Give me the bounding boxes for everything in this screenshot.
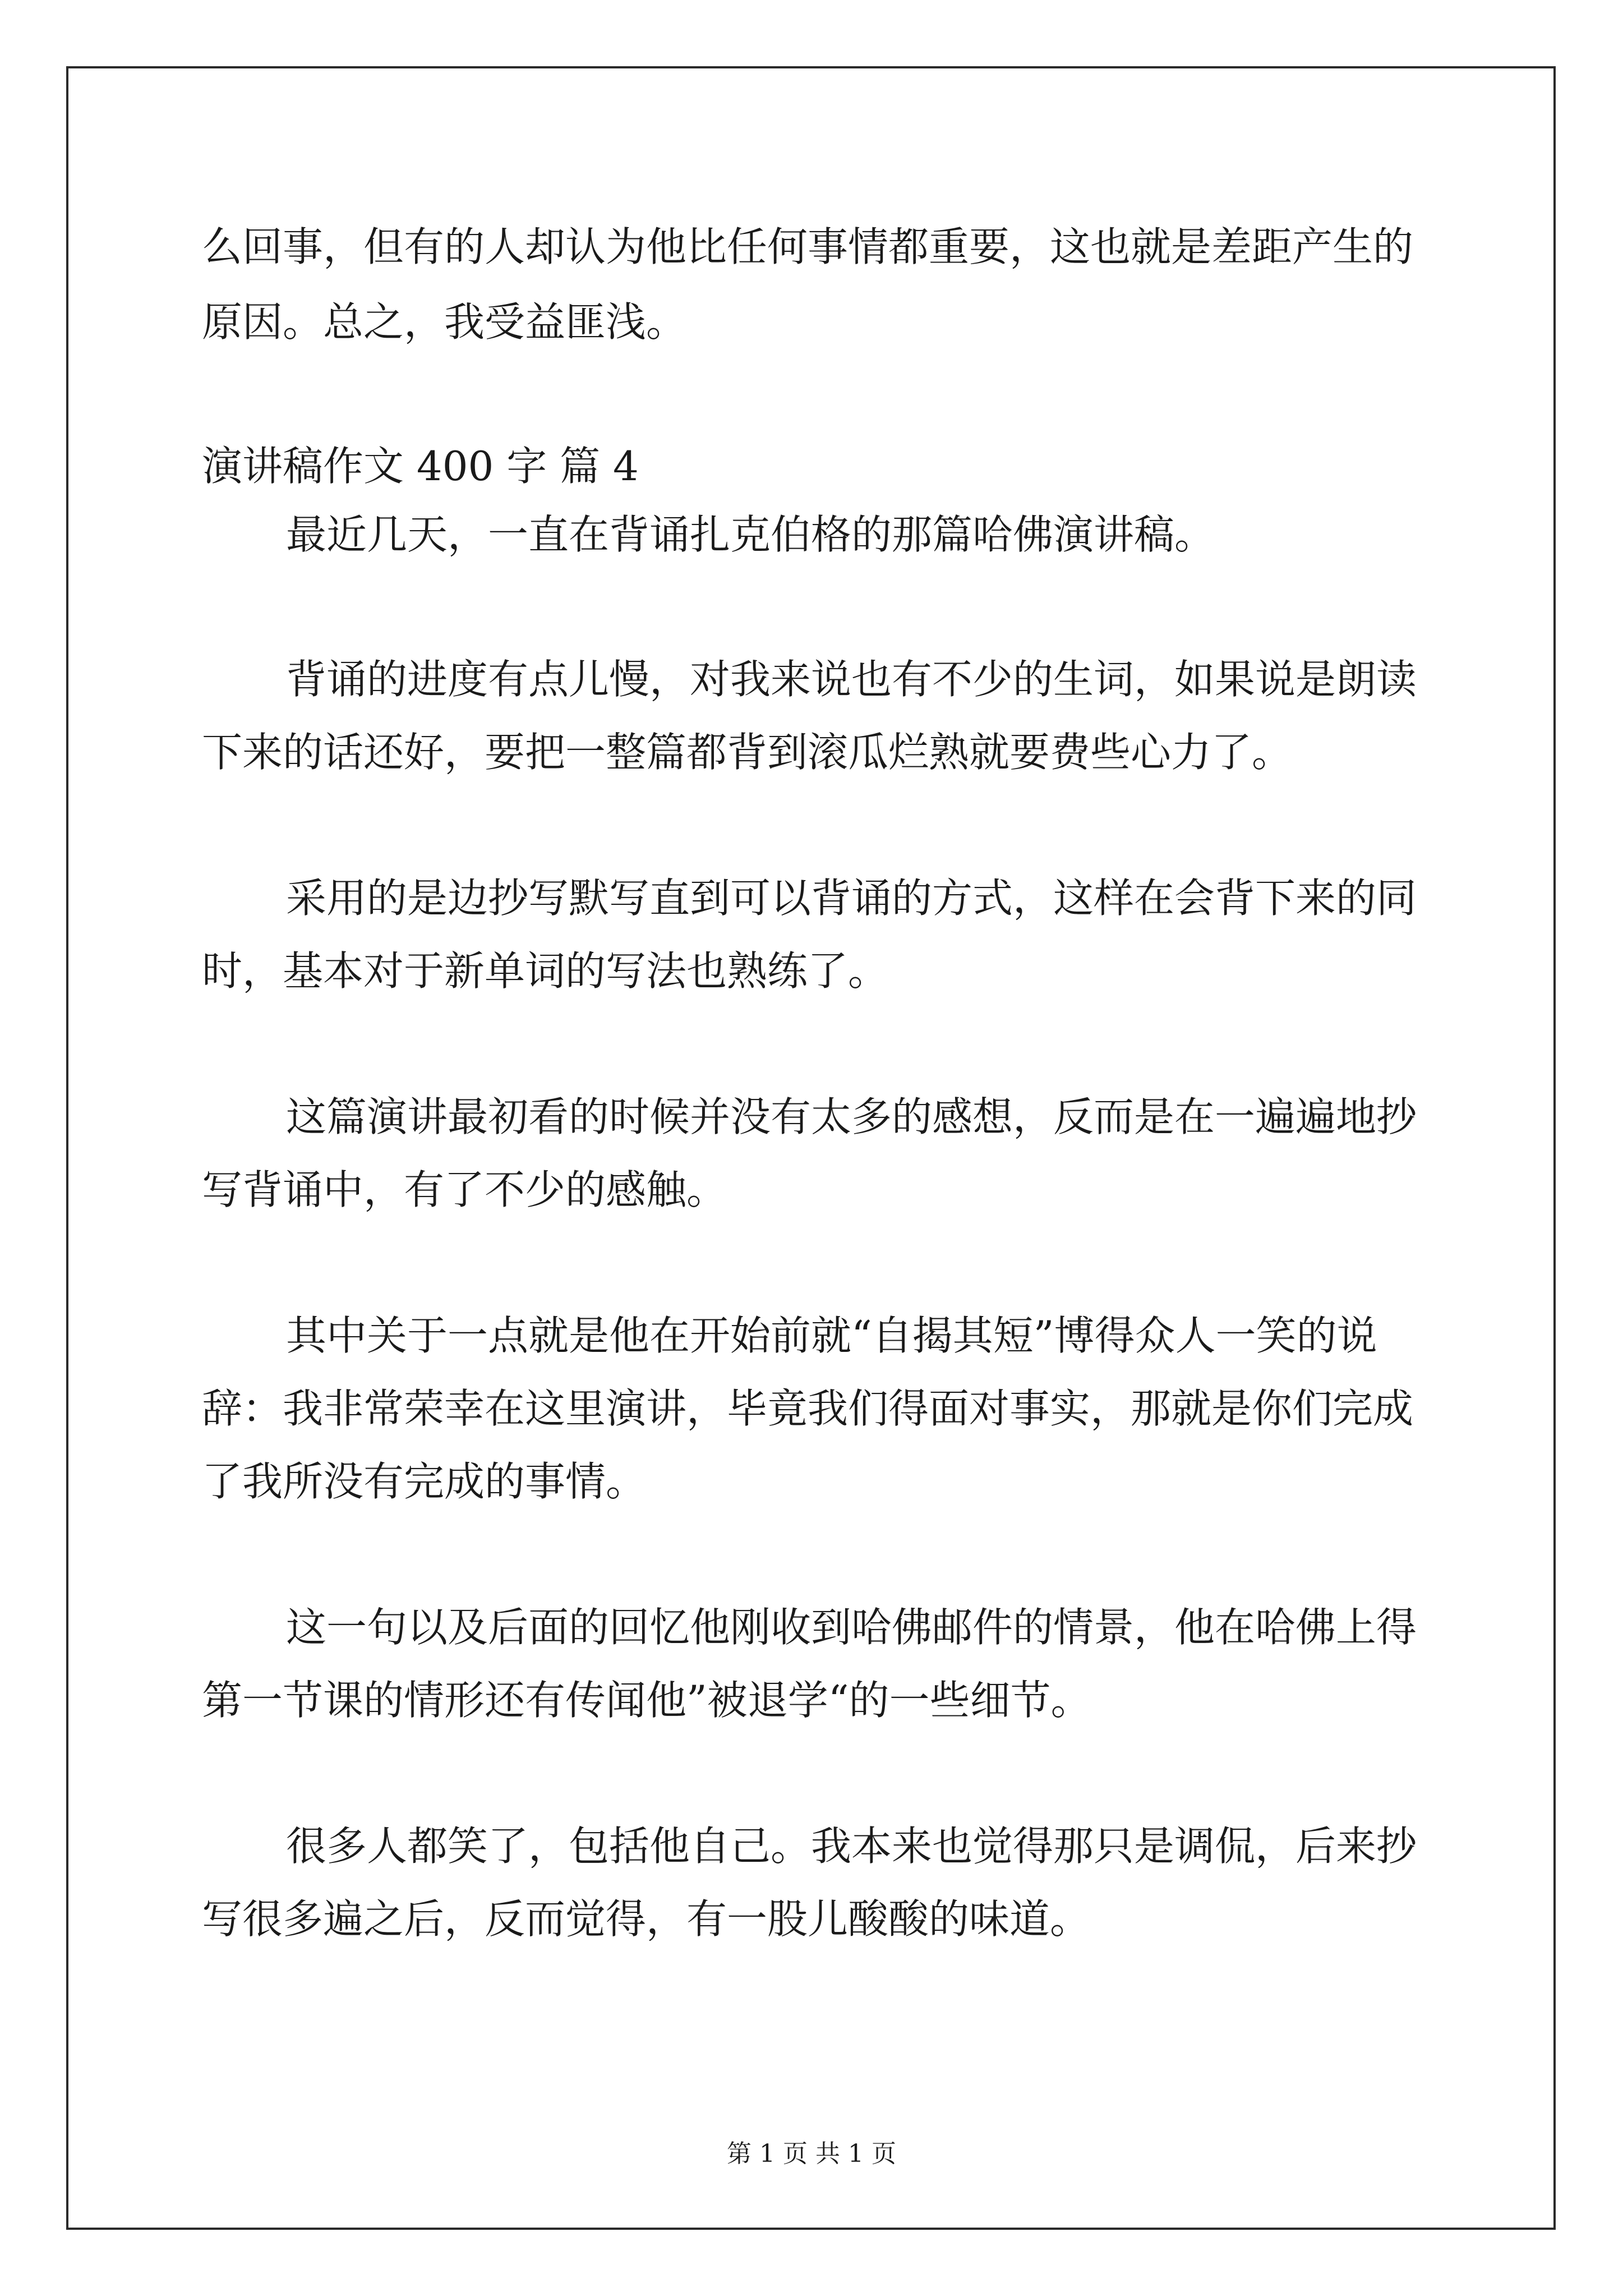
text-line: 这一句以及后面的回忆他刚收到哈佛邮件的情景，他在哈佛上得 [286,1604,1417,1651]
page-footer: 第 1 页 共 1 页 [727,2139,896,2168]
text-line: 下来的话还好，要把一整篇都背到滚瓜烂熟就要费些心力了。 [202,729,1293,776]
text-line: 原因。总之，我受益匪浅。 [202,298,687,346]
text-line: 第一节课的情形还有传闻他”被退学“的一些细节。 [202,1677,1091,1724]
text-line: 这篇演讲最初看的时候并没有太多的感想，反而是在一遍遍地抄 [286,1093,1417,1140]
text-line: 很多人都笑了，包括他自己。我本来也觉得那只是调侃，后来抄 [286,1823,1417,1870]
text-line: 了我所没有完成的事情。 [202,1458,647,1505]
text-line: 其中关于一点就是他在开始前就“自揭其短”博得众人一笑的说 [286,1312,1377,1359]
text-line: 时，基本对于新单词的写法也熟练了。 [202,947,889,995]
text-line: 写很多遍之后，反而觉得，有一股儿酸酸的味道。 [202,1895,1091,1943]
text-line: 最近几天，一直在背诵扎克伯格的那篇哈佛演讲稿。 [286,511,1215,558]
text-line: 写背诵中，有了不少的感触。 [202,1166,727,1213]
text-line: 采用的是边抄写默写直到可以背诵的方式，这样在会背下来的同 [286,875,1417,922]
text-line: 么回事，但有的人却认为他比任何事情都重要，这也就是差距产生的 [202,223,1414,270]
text-line: 背诵的进度有点儿慢，对我来说也有不少的生词，如果说是朗读 [286,656,1417,703]
section-heading: 演讲稿作文 400 字 篇 4 [202,443,639,490]
text-line: 辞：我非常荣幸在这里演讲，毕竟我们得面对事实，那就是你们完成 [202,1385,1414,1432]
